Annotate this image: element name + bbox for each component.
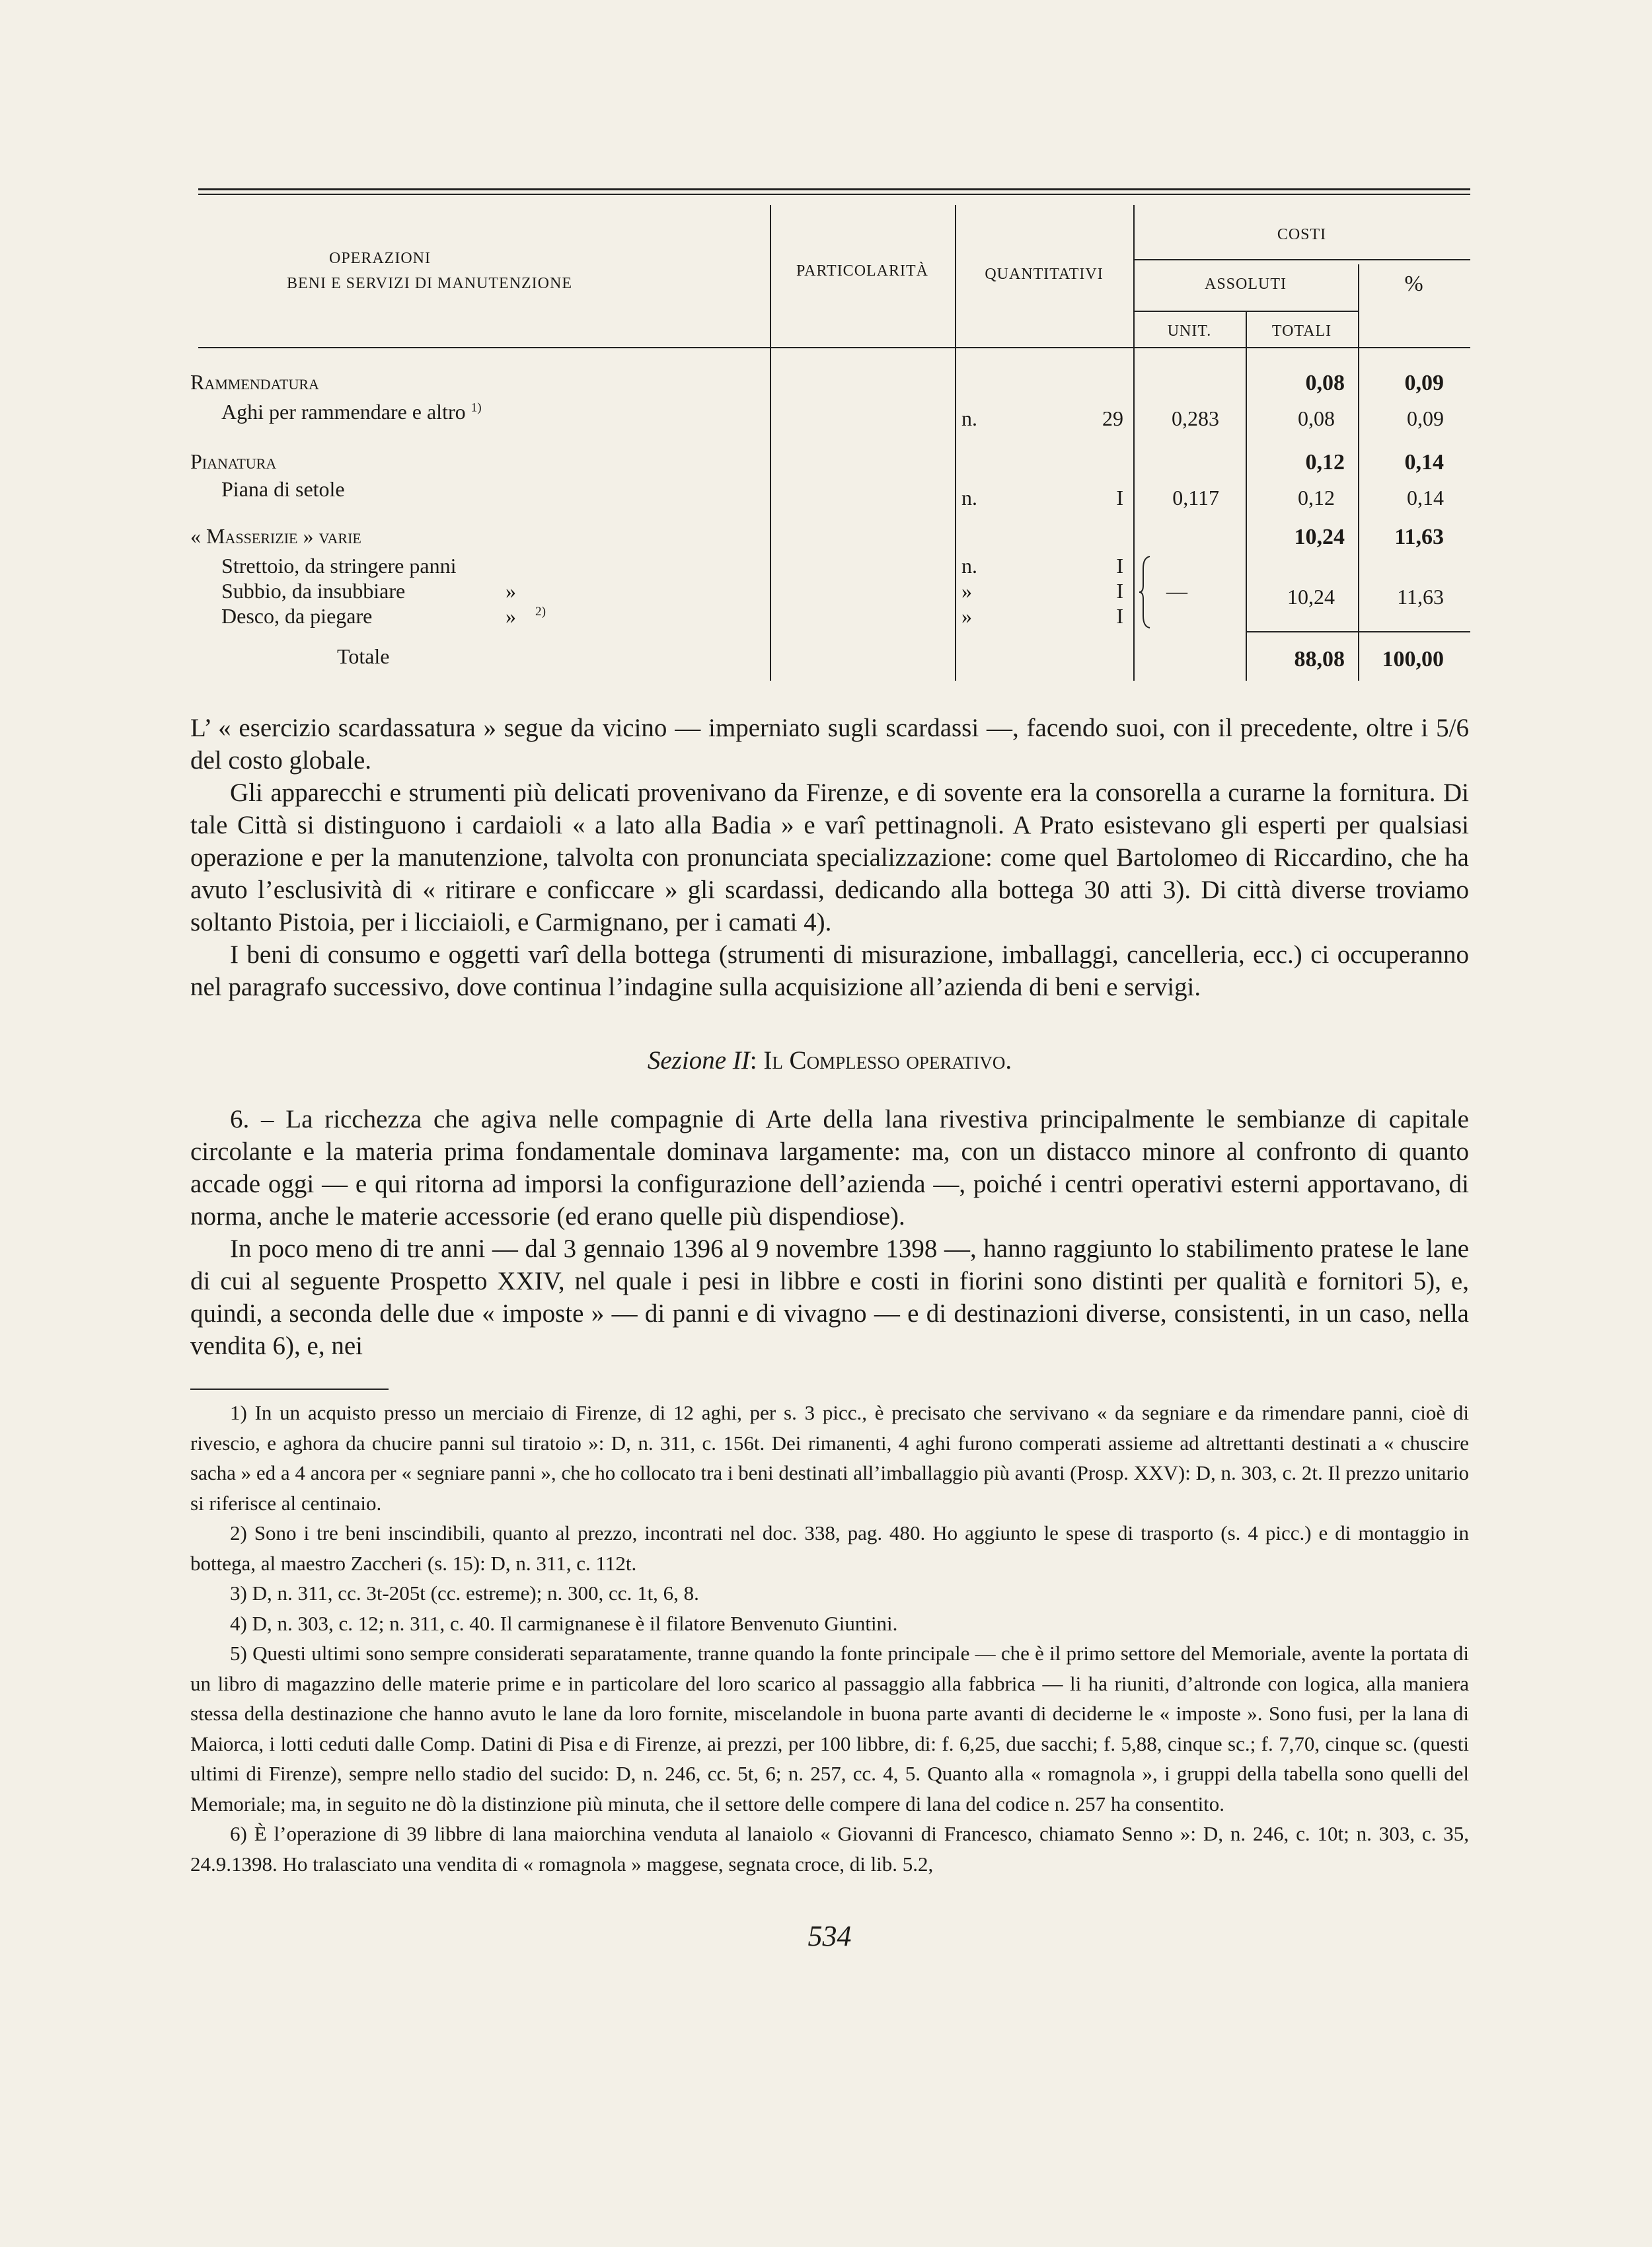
- footnote-rule: [190, 1389, 389, 1390]
- item-total: 10,24: [1287, 585, 1335, 609]
- footnote: 6) È l’operazione di 39 libbre di lana maiorchina venduta al lanaiolo « Giovanni di Francesco, chiamato Senno »: D, n. 246, c. 10t; n. 303, c. 35, 24.9.1398. Ho tralasciato una vendita di « romagnola » maggese, segnata croce, di lib. 5.2,: [190, 1822, 1469, 1876]
- footnote: 3) D, n. 311, cc. 3t-205t (cc. estreme); n. 300, cc. 1t, 6, 8.: [230, 1581, 699, 1605]
- item-name: Strettoio, da stringere panni: [221, 554, 457, 578]
- item-qty: I: [1116, 579, 1123, 603]
- item-unit-cost: —: [1166, 579, 1187, 603]
- item-unit-cost: 0,283: [1172, 406, 1219, 430]
- item-unit-label: n.: [961, 486, 977, 510]
- item-unit-label: »: [961, 604, 972, 628]
- group-title: « Masserizie » varie: [190, 524, 361, 548]
- header-beni: BENI E SERVIZI DI MANUTENZIONE: [286, 275, 572, 292]
- item-percent: 0,14: [1407, 486, 1444, 510]
- group-title: Rammendatura: [190, 370, 319, 394]
- header-costi: COSTI: [1277, 226, 1327, 243]
- item-qty: I: [1116, 486, 1123, 510]
- paragraph: L’ « esercizio scardassatura » segue da vicino — imperniato sugli scardassi —, facendo suoi, con il precedente, oltre i 5/6 del costo globale.: [190, 714, 1469, 775]
- group-percent: 0,09: [1404, 371, 1444, 395]
- group-title: Pianatura: [190, 449, 277, 473]
- item-total: 0,08: [1298, 406, 1335, 430]
- paragraph: Gli apparecchi e strumenti più delicati provenivano da Firenze, e di sovente era la consorella a curarne la fornitura. Di tale Città si distinguono i cardaioli « a lato alla Badia » e varî pettinagnoli. A Prato esistevano gli esperti per qualsiasi operazione e per la manutenzione, talvolta con pronunciata specializzazione: come quel Bartolomeo di Riccardino, che ha avuto l’esclusività di « ritirare e conficcare » gli scardassi, dedicando alla bottega 30 atti 3). Di città diverse troviamo soltanto Pistoia, per i licciaioli, e Carmignano, per i camati 4).: [190, 779, 1469, 936]
- page-number: 534: [807, 1920, 852, 1952]
- header-particolarita: PARTICOLARITÀ: [796, 262, 929, 280]
- group-percent: 0,14: [1404, 450, 1444, 475]
- item-percent: 11,63: [1397, 585, 1444, 609]
- item-name: Subbio, da insubbiare »: [221, 579, 516, 603]
- item-percent: 0,09: [1407, 406, 1444, 430]
- table-top-rule: [198, 188, 1470, 190]
- item-name: Piana di setole: [221, 477, 345, 501]
- paragraph: In poco meno di tre anni — dal 3 gennaio 1396 al 9 novembre 1398 —, hanno raggiunto lo stabilimento pratese le lane di cui al seguente Prospetto XXIV, nel quale i pesi in libbre e costi in fiorini sono distinti per qualità e fornitori 5), e, quindi, a seconda delle due « imposte » — di panni e di vivagno — e di destinazioni diverse, consistenti, in un caso, nella vendita 6), e, nei: [190, 1235, 1469, 1360]
- item-unit-label: n.: [961, 406, 977, 430]
- header-assoluti: ASSOLUTI: [1204, 276, 1287, 293]
- section-title: Il Complesso operativo.: [763, 1046, 1012, 1075]
- body-text-section: [190, 1103, 1469, 1362]
- section-prefix: Sezione II: [647, 1046, 750, 1075]
- text-flow: [190, 712, 1469, 1954]
- table-top-rule-2: [198, 194, 1470, 195]
- item-unit-cost: 0,117: [1172, 486, 1219, 510]
- footnote: 5) Questi ultimi sono sempre considerati separatamente, tranne quando la fonte principale — che è il primo settore del Memoriale, avente la portata di un libro di magazzino delle materie prime e in particolare del loro scarico al passaggio alla fabbrica — li ha riuniti, d’altronde con logica, alla maniera stessa della destinazione che hanno avuto le lane da loro fornite, miscelandole in buona parte avanti di deciderne le « imposte ». Sono fusi, per la lana di Maiorca, i lotti ceduti dalle Comp. Datini di Pisa e di Firenze, ai prezzi, per 100 libbre, di: f. 6,25, due sacchi; f. 5,88, cinque sc.; f. 7,70, cinque sc. (questi ultimi di Firenze), sempre nello stadio del sucido: D, n. 246, cc. 5t, 6; n. 257, cc. 4, 5. Quanto alla « romagnola », i gruppi della tabella sono quelli del Memoriale; ma, in seguito ne dò la distinzione più minuta, che il settore delle compere di lana del codice n. 257 ha consentito.: [190, 1642, 1469, 1815]
- body-text: [190, 712, 1469, 1003]
- item-qty: 29: [1102, 406, 1123, 430]
- brace-icon: [1138, 555, 1154, 629]
- header-unit: UNIT.: [1167, 323, 1212, 340]
- paragraph: I beni di consumo e oggetti varî della bottega (strumenti di misurazione, imballaggi, cancelleria, ecc.) ci occuperanno nel paragrafo successivo, dove continua l’indagine sulla acquisizione all’azienda di beni e servigi.: [190, 940, 1469, 1001]
- total-rule: [1247, 631, 1470, 632]
- footnote: 4) D, n. 303, c. 12; n. 311, c. 40. Il carmignanese è il filatore Benvenuto Giuntini.: [230, 1611, 898, 1635]
- item-qty: I: [1116, 554, 1123, 578]
- header-operazioni: OPERAZIONI: [329, 250, 431, 267]
- item-name: Desco, da piegare » 2): [221, 604, 546, 628]
- item-unit-label: n.: [961, 554, 977, 578]
- paragraph: 6. – La ricchezza che agiva nelle compagnie di Arte della lana rivestiva principalmente le sembianze di capitale circolante e la materia prima fondamentale dominava largamente: ma, con un distacco minore al confronto di quanto accade oggi — e qui ritorna ad imporsi la configurazione dell’azienda —, poiché i centri operativi esterni apportavano, di norma, anche le materie accessorie (ed erano quelle più dispendiose).: [190, 1105, 1469, 1231]
- footnotes: [190, 1398, 1469, 1879]
- item-unit-label: »: [961, 579, 972, 603]
- item-name: Aghi per rammendare e altro $^{1)}$: [221, 400, 482, 424]
- costi-rule: [1133, 259, 1470, 260]
- total-label: Totale: [337, 644, 390, 668]
- footnote: 1) In un acquisto presso un merciaio di Firenze, di 12 aghi, per s. 3 picc., è precisato che servivano « da segniare e da rimendare panni, cioè di rivescio, e aghora da chucire panni sul tiratoio »: D, n. 311, c. 156t. Dei rimanenti, 4 aghi furono comperati assieme ad altrettanti destinati a « chuscire sacha » ed a 4 ancora per « segniare panni », che ho collocato tra i beni destinati all’imballaggio più avanti (Prosp. XXV): D, n. 303, c. 2t. Il prezzo unitario si riferisce al centinaio.: [190, 1401, 1469, 1515]
- total-value: 88,08: [1294, 647, 1345, 671]
- section-heading: Sezione II: Il Complesso operativo.: [647, 1046, 1012, 1075]
- group-total: 0,08: [1305, 371, 1345, 395]
- item-qty: I: [1116, 604, 1123, 628]
- group-total: 10,24: [1294, 525, 1345, 549]
- footnote: 2) Sono i tre beni inscindibili, quanto al prezzo, incontrati nel doc. 338, pag. 480. Ho aggiunto le spese di trasporto (s. 4 picc.) e di montaggio in bottega, al maestro Zaccheri (s. 15): D, n. 311, c. 112t.: [190, 1521, 1469, 1575]
- header-percent: %: [1404, 272, 1424, 296]
- header-quantitativi: QUANTITATIVI: [985, 266, 1104, 283]
- item-total: 0,12: [1298, 486, 1335, 510]
- header-totali: TOTALI: [1271, 323, 1332, 340]
- group-percent: 11,63: [1394, 525, 1444, 549]
- group-total: 0,12: [1305, 450, 1345, 475]
- header-bottom-rule: [198, 347, 1470, 348]
- total-percent: 100,00: [1382, 647, 1444, 671]
